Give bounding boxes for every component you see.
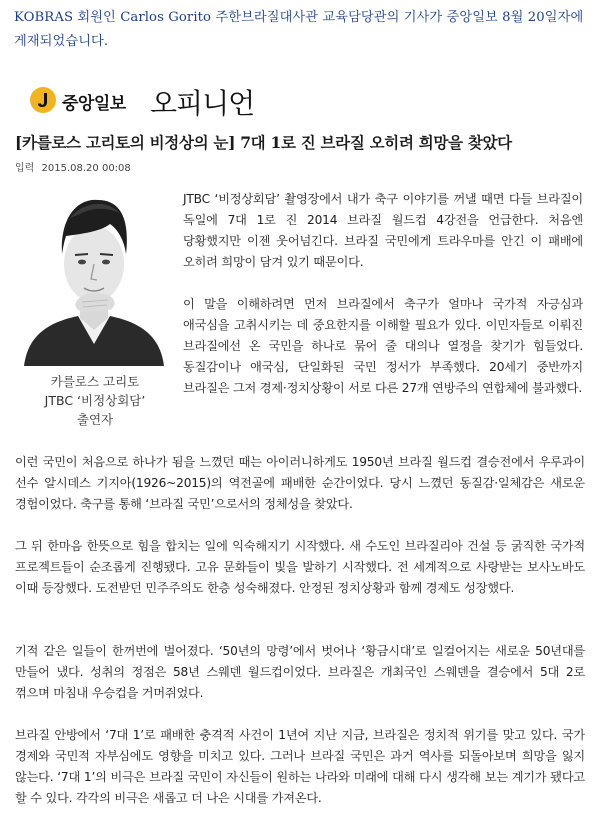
article-headline: [카를로스 고리토의 비정상의 눈] 7대 1로 진 브라질 오히려 희망을 찾았다 <box>15 133 512 152</box>
intro-notice: KOBRAS 회원인 Carlos Gorito 주한브라질대사관 교육담당관의 기사가 중앙일보 8월 20일자에 게재되었습니다. <box>14 10 584 49</box>
article-paragraph: 기적 같은 일들이 한꺼번에 벌어졌다. ‘50년의 망령’에서 벗어나 ‘황금시대’로 일컬어지는 새로운 50년대를 만들어 냈다. 성취의 정점은 58년 스웨덴 월드컵이었다. 브라질은 개최국인 스웨덴을 결승에서 5대 2로 꺾으며 마침내 우승컵을 거머쥐었다. <box>15 644 585 700</box>
photo-caption <box>20 372 170 429</box>
masthead <box>30 82 330 118</box>
date-label: 입력 <box>15 163 35 174</box>
caption-role: 출연자 <box>76 412 114 427</box>
article-paragraph: 그 뒤 한마음 한뜻으로 힘을 합치는 일에 익숙해지기 시작했다. 새 수도인 브라질리아 건설 등 굵직한 국가적 프로젝트들이 순조롭게 진행됐다. 고유 문화들이 빛을 발하기 시작했다. 전 세계적으로 사랑받는 보사노바도 이때 등장했다. 도전받던 민주주의도 한층 성숙해졌다. 안정된 정치상황과 함께 경제도 성장했다. <box>15 539 585 595</box>
article-dateline <box>15 159 131 174</box>
caption-name: 카를로스 고리토 <box>50 374 140 389</box>
newspaper-brand: 중앙일보 <box>62 94 126 114</box>
date-value: 2015.08.20 00:08 <box>41 163 131 174</box>
caption-program: JTBC ‘비정상회담’ <box>44 393 146 408</box>
section-title: 오피니언 <box>150 87 255 120</box>
article-paragraph: 브라질 안방에서 ‘7대 1’로 패배한 충격적 사건이 1년여 지난 지금, 브라질은 정치적 위기를 맞고 있다. 국가 경제와 국민적 자부심에도 영향을 미치고 있다. 그러나 브라질 국민은 과거 역사를 되돌아보며 희망을 잃지 않는다. ‘7대 1’의 비극은 브라질 국민이 자신들이 원하는 나라와 미래에 대해 다시 생각해 보는 계기가 됐다고 할 수 있다. 각각의 비극은 새롭고 더 나은 시대를 가져온다. <box>15 728 585 805</box>
joongang-logo-icon <box>30 87 56 113</box>
article-paragraph: 이 말을 이해하려면 먼저 브라질에서 축구가 얼마나 국가적 자긍심과 애국심을 고취시키는 데 중요한지를 이해할 필요가 있다. 이민자들로 이뤄진 브라질에선 온 국민을 하나로 묶어 줄 대의나 열정을 찾기가 힘들었다. 동질감이나 애국심, 단일화된 국민 정서가 부족했다. 20세기 중반까지 브라질은 그저 경제·정치상황이 서로 다른 27개 연방주의 연합체에 불과했다. <box>183 297 583 395</box>
article-paragraph: 이런 국민이 처음으로 하나가 됨을 느꼈던 때는 아이러니하게도 1950년 브라질 월드컵 결승전에서 우루과이 선수 알시데스 기지아(1926~2015)의 역전골에 패배한 순간이었다. 당시 느꼈던 동질감·일체감은 새로운 경험이었다. 축구를 통해 ‘브라질 국민’으로서의 정체성을 찾았다. <box>15 455 585 511</box>
article-paragraph: JTBC ‘비정상회담’ 촬영장에서 내가 축구 이야기를 꺼낼 때면 다들 브라질이 독일에 7대 1로 진 2014 브라질 월드컵 4강전을 언급한다. 처음엔 당황했지만 이젠 웃어넘긴다. 브라질 국민에게 트라우마를 안긴 이 패배에 오히려 희망이 담겨 있기 때문이다. <box>183 192 583 269</box>
author-photo <box>20 184 168 366</box>
